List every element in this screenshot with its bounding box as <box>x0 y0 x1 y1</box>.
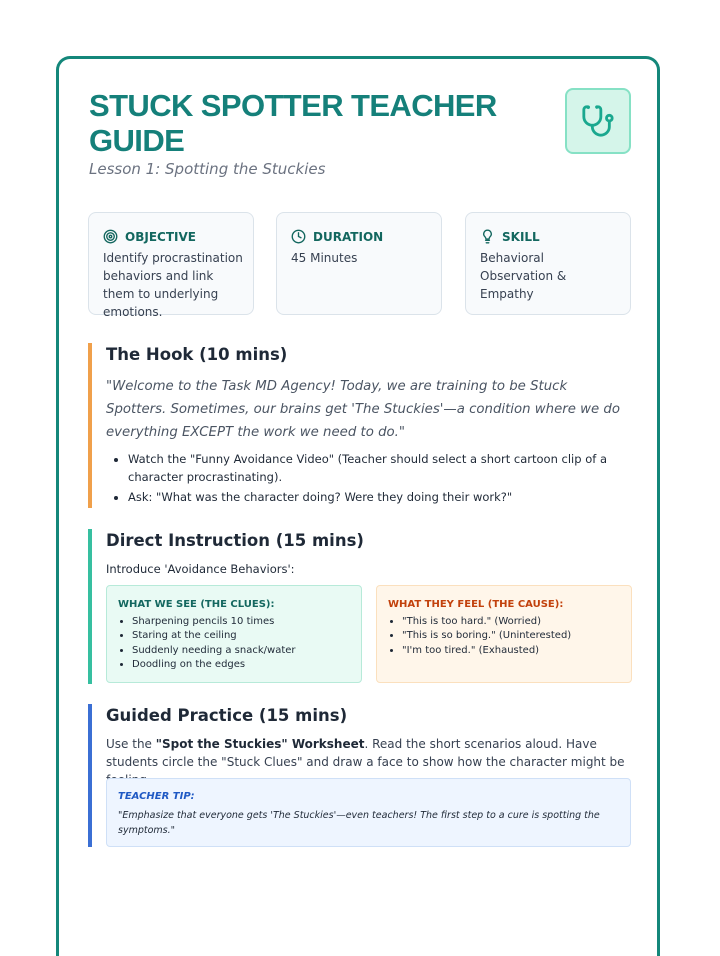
list-item: • Ask: "What was the character doing? Were they doing their work?" <box>128 489 633 507</box>
guided-text-end: . Read the short scenarios aloud. Have students circle the "Stuck Clues" and draw a face to show how the character might be <box>106 737 625 769</box>
lightbulb-icon <box>480 229 495 244</box>
worksheet-name: "Spot the Stuckies" Worksheet <box>155 737 365 751</box>
list-item: • Sharpening pencils 10 times <box>132 615 296 629</box>
direct-heading: Direct Instruction (15 mins) <box>106 531 364 550</box>
skill-card <box>465 212 631 315</box>
direct-accent-bar <box>88 529 92 684</box>
stethoscope-icon <box>581 104 615 138</box>
direct-intro: Introduce 'Avoidance Behaviors': <box>106 562 295 576</box>
list-item: • Doodling on the edges <box>132 658 296 672</box>
list-item: • Watch the "Funny Avoidance Video" (Teacher should select a short cartoon clip of a character procrastinating). <box>128 451 633 486</box>
duration-card <box>276 212 442 315</box>
clues-list <box>118 615 296 672</box>
logo-badge <box>565 88 631 154</box>
clues-box <box>106 585 362 683</box>
hook-heading: The Hook (10 mins) <box>106 345 288 364</box>
list-item: • Suddenly needing a snack/water <box>132 644 296 658</box>
guided-accent-bar <box>88 704 92 847</box>
duration-label: DURATION <box>313 229 384 244</box>
objective-text: Identify procrastination behaviors and link them to underlying emotions. <box>103 251 243 319</box>
causes-heading: WHAT THEY FEEL (THE CAUSE): <box>388 599 564 610</box>
list-item: • "I'm too tired." (Exhausted) <box>402 644 571 658</box>
causes-box <box>376 585 632 683</box>
clock-icon <box>291 229 306 244</box>
skill-label: SKILL <box>502 229 540 244</box>
hook-bullets <box>108 451 633 510</box>
target-icon <box>103 229 118 244</box>
clues-heading: WHAT WE SEE (THE CLUES): <box>118 599 275 610</box>
guided-heading: Guided Practice (15 mins) <box>106 706 348 725</box>
teacher-tip-box <box>106 778 631 847</box>
causes-list <box>388 615 571 658</box>
duration-text: 45 Minutes <box>291 251 358 265</box>
objective-card <box>88 212 254 319</box>
teacher-tip-label: TEACHER TIP: <box>118 791 195 802</box>
list-item: • "This is so boring." (Uninterested) <box>402 629 571 643</box>
hook-quote: "Welcome to the Task MD Agency! Today, we are training to be Stuck Spotters. Sometimes, our brains get 'The Stuckies'—a condition where we do everything EXCEPT the work we need to do." <box>106 379 621 440</box>
guided-text-start: Use the <box>106 737 156 751</box>
page-title: STUCK SPOTTER TEACHER GUIDE <box>89 88 497 158</box>
list-item: • Staring at the ceiling <box>132 629 296 643</box>
list-item: • "This is too hard." (Worried) <box>402 615 571 629</box>
hook-accent-bar <box>88 343 92 508</box>
lesson-subtitle: Lesson 1: Spotting the Stuckies <box>89 160 326 178</box>
skill-text: Behavioral Observation & Empathy <box>480 251 567 301</box>
objective-label: OBJECTIVE <box>125 229 196 244</box>
teacher-tip-text: "Emphasize that everyone gets 'The Stuckies'—even teachers! The first step to a cure is spotting the symptoms." <box>118 810 600 836</box>
